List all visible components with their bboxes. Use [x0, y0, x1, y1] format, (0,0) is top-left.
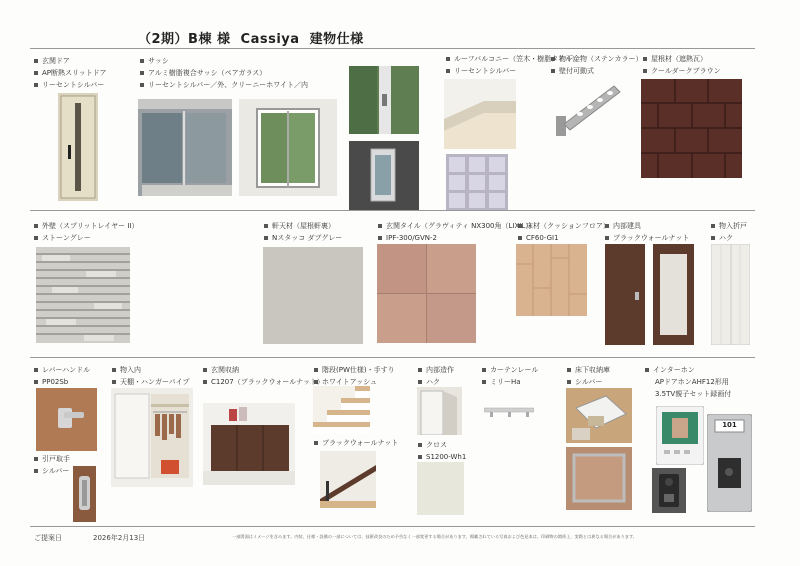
underfloor-storage-title: 床下収納庫: [567, 366, 610, 375]
lever-handle-title: レバーハンドル: [34, 366, 90, 375]
balcony-coping-image: [444, 79, 516, 149]
footer-divider: [30, 526, 755, 527]
sash-color: リーセントシルバー／外、クリーニーホワイト／内: [140, 81, 308, 90]
intercom-monitor-image: [656, 406, 704, 465]
intercom-spec2: 3.5TV親子セット録画付: [655, 390, 732, 398]
clothes-hanger-spec: 壁付可動式: [551, 67, 594, 76]
sash-title: サッシ: [140, 57, 169, 66]
shoe-storage-image: [203, 403, 295, 485]
interior-fittings-title: 内部建具: [605, 222, 641, 231]
row2-divider: [30, 357, 755, 358]
intercom-unit-number: 101: [722, 421, 737, 429]
floor-title: 床材（クッションフロア）: [518, 222, 610, 231]
interior-trim-title: 内部造作: [418, 366, 454, 375]
exterior-wall-image: [36, 247, 130, 343]
cloth-sample-image: [417, 462, 464, 515]
interior-fittings-spec: ブラックウォールナット: [605, 234, 689, 243]
lever-handle-image: [36, 388, 97, 451]
eaves-title: 軒天材（屋根軒裏）: [264, 222, 335, 231]
roof-balcony-title: ルーフバルコニー（笠木・樹脂タイル）: [446, 55, 579, 64]
exterior-wall-title: 外壁（スプリットレイヤー II）: [34, 222, 138, 231]
exterior-wall-spec: ストーングレー: [34, 234, 91, 243]
interior-trim-image: [417, 387, 462, 435]
pull-handle-spec: シルバー: [34, 467, 69, 476]
clothes-hanger-title: 物干金物（ステンカラー）: [551, 55, 643, 64]
sash-exterior-image: [138, 99, 232, 196]
footer-proposal-date: 2026年2月13日: [93, 534, 146, 542]
eaves-image: [263, 247, 363, 344]
roof-title: 屋根材（遮熱瓦）: [643, 55, 707, 64]
intercom-entrance-panel: [707, 414, 752, 512]
window-frame-image: [349, 141, 419, 211]
closet-spec: 天棚・ハンガーパイプ: [112, 378, 189, 387]
entrance-tile-title: 玄関タイル（グラヴィティ NX300角（LIXIL））: [378, 222, 536, 231]
cloth-title: クロス: [418, 441, 447, 450]
intercom-door-station-image: [652, 468, 686, 513]
pull-handle-image: [73, 466, 96, 522]
stairs-image: [313, 386, 370, 434]
curtain-rail-spec: ミリーHa: [482, 378, 521, 387]
entrance-door-title: 玄関ドア: [34, 57, 70, 66]
entrance-tile-image: [377, 244, 476, 343]
interior-glass-door-image: [653, 244, 694, 345]
pull-handle-title: 引戸取手: [34, 455, 70, 464]
window-handle-image: [349, 66, 419, 134]
intercom-title: インターホン: [645, 366, 695, 375]
curtain-rail-title: カーテンレール: [482, 366, 538, 375]
folding-door-spec: ハク: [711, 234, 733, 243]
eaves-spec: Nスタッコ ダブグレー: [264, 234, 342, 243]
footer-proposal-label: ご提案日: [34, 534, 62, 542]
page-title: （2期）B棟 様 Cassiya 建物仕様: [138, 32, 364, 47]
stairs-title: 階段(PW仕様)・手すり: [314, 366, 395, 375]
balcony-resin-tile-image: [446, 154, 508, 211]
cloth-spec: S1200-Wh1: [418, 453, 466, 462]
footer-disclaimer: 一部図面はイメージを含みます。内装、仕様・設備の一部については、技術改良のため予告なく一部変更する場合があります。掲載されている写真および色見本は、印刷物の関係上、実際とは異なる場合があります。: [232, 534, 637, 539]
floor-spec: CF60-GI1: [518, 234, 559, 243]
entrance-door-color: リーセントシルバー: [34, 81, 104, 90]
roof-balcony-color: リーセントシルバー: [446, 67, 516, 76]
header-divider: [30, 48, 755, 49]
clothes-hanger-image: [552, 80, 624, 142]
underfloor-lid-image: [566, 447, 632, 510]
row1-divider: [30, 210, 755, 211]
floor-sample-image: [516, 244, 587, 316]
folding-door-title: 物入折戸: [711, 222, 747, 231]
curtain-rail-image: [484, 404, 534, 418]
folding-door-image: [711, 244, 750, 345]
lever-handle-spec: PP02Sb: [34, 378, 68, 387]
entrance-door-spec: AP断熱スリットドア: [34, 69, 107, 78]
stairs-rail: ブラックウォールナット: [314, 439, 398, 448]
interior-trim-spec: ハク: [418, 378, 440, 387]
closet-title: 物入内: [112, 366, 141, 375]
entrance-door-image: [58, 93, 98, 201]
interior-door-image: [605, 244, 645, 345]
sash-spec: アルミ樹脂複合サッシ（ペアガラス）: [140, 69, 266, 78]
handrail-image: [320, 451, 376, 508]
intercom-spec: APドアホンAHF12形用: [655, 378, 729, 386]
roof-tile-image: [641, 79, 742, 178]
entrance-tile-spec: IPF-300/GVN-2: [378, 234, 437, 243]
shoe-storage-spec: C1207（ブラックウォールナット）: [203, 378, 324, 387]
roof-spec: クールダークブラウン: [643, 67, 721, 76]
closet-image: [111, 388, 193, 487]
underfloor-storage-image: [566, 388, 632, 443]
underfloor-storage-spec: シルバー: [567, 378, 602, 387]
shoe-storage-title: 玄関収納: [203, 366, 239, 375]
stairs-spec: ホワイトアッシュ: [314, 378, 377, 387]
sash-interior-image: [239, 99, 337, 196]
